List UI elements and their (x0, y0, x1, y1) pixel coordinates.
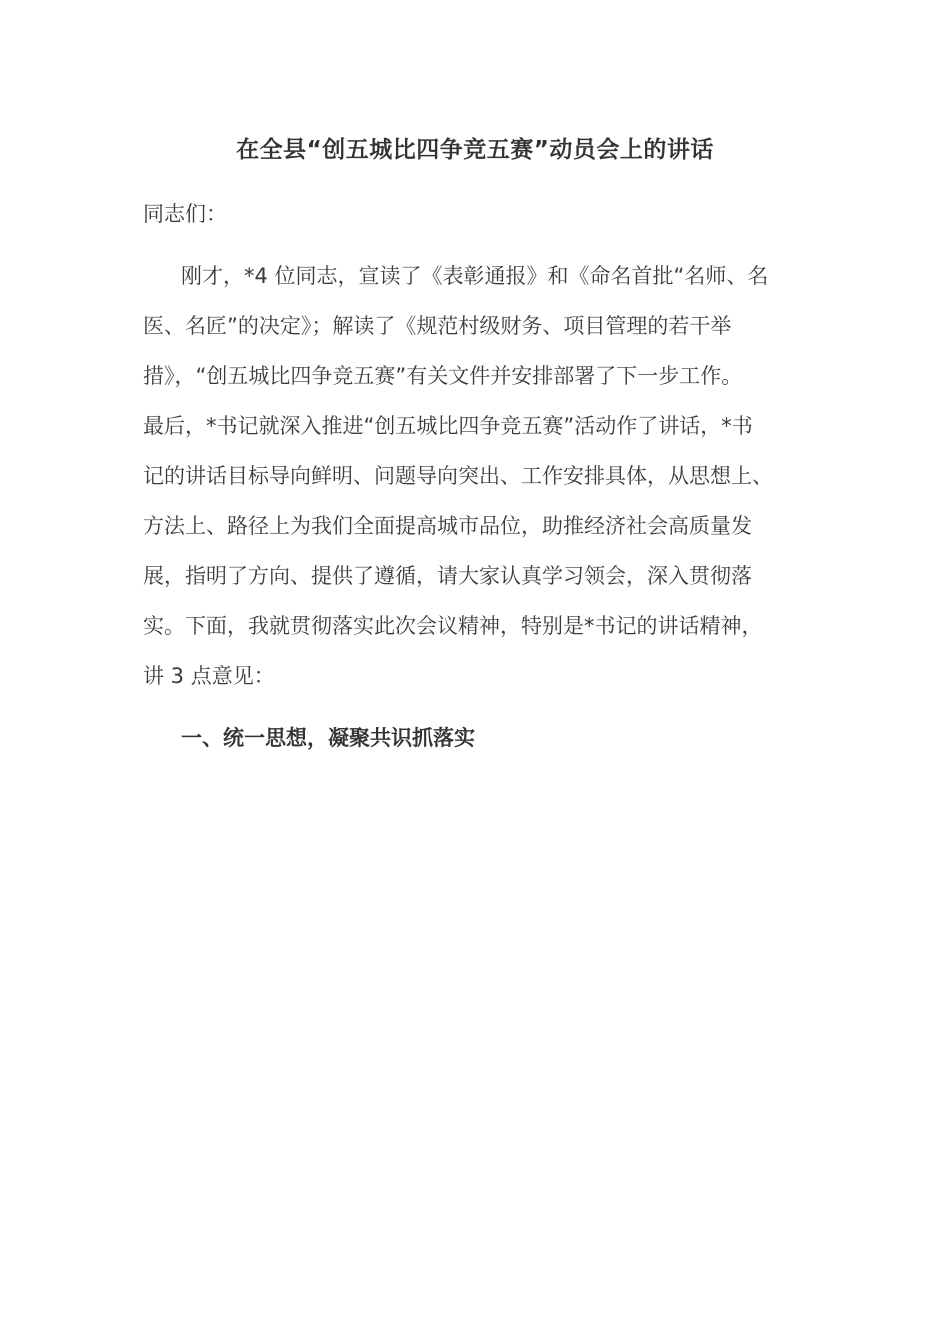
salutation: 同志们： (143, 202, 227, 226)
paragraph-line: 方法上、路径上为我们全面提高城市品位，助推经济社会高质量发 (143, 514, 752, 538)
paragraph-line: 刚才，*4 位同志，宣读了《表彰通报》和《命名首批“名师、名 (181, 264, 769, 288)
paragraph-line: 记的讲话目标导向鲜明、问题导向突出、工作安排具体，从思想上、 (143, 464, 773, 488)
document-title: 在全县“创五城比四争竞五赛”动员会上的讲话 (236, 137, 714, 163)
paragraph-line: 措》，“创五城比四争竞五赛”有关文件并安排部署了下一步工作。 (143, 364, 743, 388)
paragraph-line: 最后，*书记就深入推进“创五城比四争竞五赛”活动作了讲话，*书 (143, 414, 753, 438)
paragraph-line: 展，指明了方向、提供了遵循，请大家认真学习领会，深入贯彻落 (143, 564, 752, 588)
paragraph-line: 讲 3 点意见： (143, 664, 275, 688)
section-heading: 一、统一思想，凝聚共识抓落实 (181, 726, 475, 750)
paragraph-line: 医、名匠”的决定》；解读了《规范村级财务、项目管理的若干举 (143, 314, 732, 338)
paragraph-line: 实。下面，我就贯彻落实此次会议精神，特别是*书记的讲话精神， (143, 614, 763, 638)
opening-paragraph (143, 258, 833, 708)
